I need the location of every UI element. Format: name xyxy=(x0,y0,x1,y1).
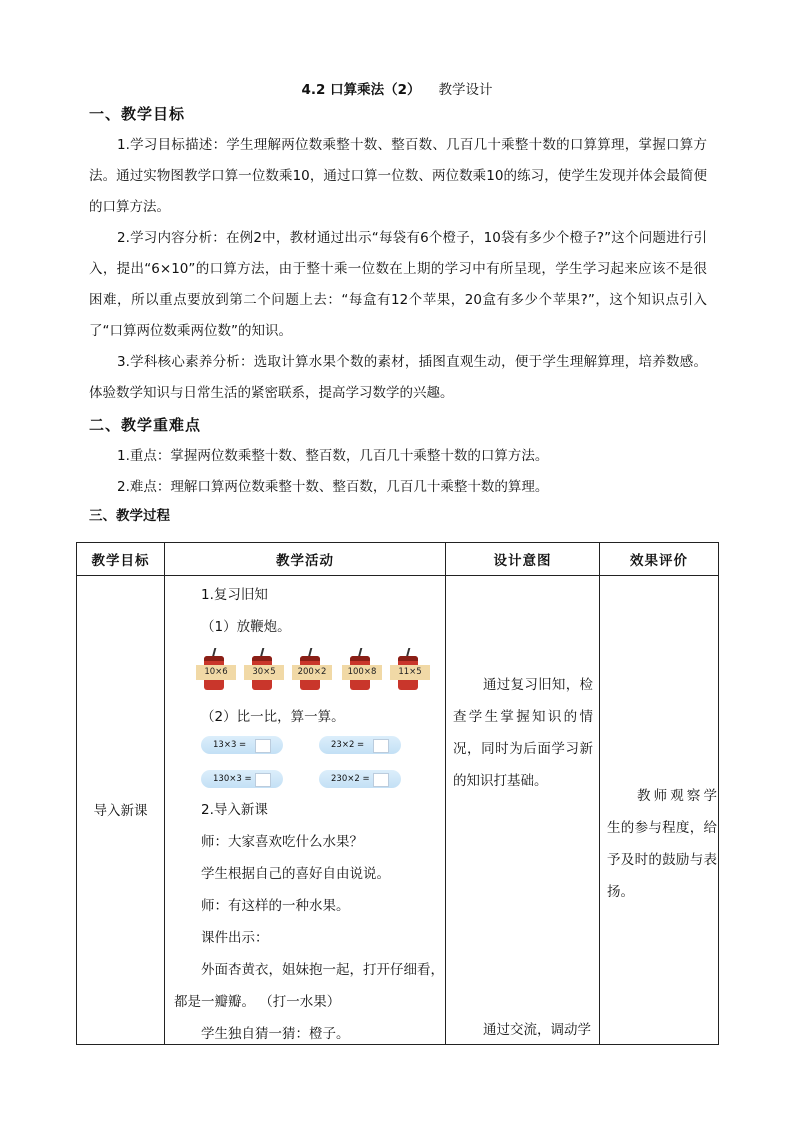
activity-line: 课件出示： xyxy=(201,930,269,946)
header-evaluation: 效果评价 xyxy=(600,543,719,576)
goal-paragraph-3: 3.学科核心素养分析：选取计算水果个数的素材，插图直观生动，便于学生理解算理，培养数感。体验数学知识与日常生活的紧密联系，提高学习数学的兴趣。 xyxy=(89,354,707,401)
firecracker-image xyxy=(390,648,430,692)
calc-pill xyxy=(201,736,283,754)
firecracker-label: 11×5 xyxy=(390,665,430,680)
evaluation-cell xyxy=(600,576,719,1045)
goal-text: 导入新课 xyxy=(93,803,148,819)
calc-expression: 13×3 = xyxy=(213,740,247,750)
header-goal: 教学目标 xyxy=(77,543,165,576)
teaching-process-table xyxy=(76,542,719,1045)
activity-line: 外面杏黄衣，姐妹抱一起，打开仔细看， xyxy=(201,962,444,978)
document-title xyxy=(0,78,794,98)
calc-expression: 130×3 = xyxy=(213,774,252,784)
activity-line: 都是一瓣瓣。 （打一水果） xyxy=(174,994,341,1010)
evaluation-text: 教师观察学生的参与程度，给予及时的鼓励与表扬。 xyxy=(607,788,717,900)
goal-cell xyxy=(77,576,165,1045)
difficulty-item: 2.难点：理解口算两位数乘整十数、整百数，几百几十乘整十数的算理。 xyxy=(117,479,549,495)
table-header-row xyxy=(77,543,719,576)
calc-expression: 230×2 = xyxy=(331,774,370,784)
keypoint-item: 1.重点：掌握两位数乘整十数、整百数，几百几十乘整十数的口算方法。 xyxy=(117,448,549,464)
calc-pill xyxy=(319,736,401,754)
firecracker-label: 30×5 xyxy=(244,665,284,680)
goal-paragraph-2: 2.学习内容分析：在例2中，教材通过出示“每袋有6个橙子，10袋有多少个橙子?”这个问题进行引入，提出“6×10”的口算方法，由于整十乘一位数在上期的学习中有所呈现，学生学习起来应该不是很困难，所以重点要放到第二个问题上去：“每盒有12个苹果，20盒有多少个苹果?”，这个知识点引入了“口算两位数乘两位数”的知识。 xyxy=(89,230,707,339)
activity-line: （1）放鞭炮。 xyxy=(201,619,291,635)
firecracker-image xyxy=(342,648,382,692)
calc-pill xyxy=(201,770,283,788)
calc-expression: 23×2 = xyxy=(331,740,365,750)
activity-line: 师：大家喜欢吃什么水果？ xyxy=(201,834,363,850)
header-activity: 教学活动 xyxy=(165,543,446,576)
firecracker-label: 100×8 xyxy=(342,665,382,680)
activity-compare xyxy=(174,701,444,733)
activity-cell xyxy=(165,576,446,1045)
firecracker-label: 10×6 xyxy=(196,665,236,680)
title-sub: 教学设计 xyxy=(438,82,493,98)
activity-top xyxy=(174,579,444,643)
section-heading-keypoints: 二、教学重难点 xyxy=(89,416,202,434)
activity-line: 2.导入新课 xyxy=(201,802,268,818)
goal-paragraph-1: 1.学习目标描述：学生理解两位数乘整十数、整百数、几百几十乘整十数的口算算理，掌握口算方法。通过实物图教学口算一位数乘10，通过口算一位数、两位数乘10的练习，使学生发现并体会最简便的口算方法。 xyxy=(89,137,707,215)
table-row xyxy=(77,576,719,1045)
calc-pill xyxy=(319,770,401,788)
firecracker-label: 200×2 xyxy=(292,665,332,680)
activity-line: 学生根据自己的喜好自由说说。 xyxy=(201,866,390,882)
activity-line: 师：有这样的一种水果。 xyxy=(201,898,350,914)
activity-line: 学生独自猜一猜：橙子。 xyxy=(201,1026,350,1042)
activity-line: 1.复习旧知 xyxy=(201,587,268,603)
firecracker-image xyxy=(292,648,332,692)
design-text: 通过复习旧知，检查学生掌握知识的情况，同时为后面学习新的知识打基础。 xyxy=(453,677,593,789)
section-heading-goals: 一、教学目标 xyxy=(89,105,186,123)
activity-line: （2）比一比，算一算。 xyxy=(201,709,345,725)
title-number: 4.2 xyxy=(301,82,326,98)
section-heading-process: 三、教学过程 xyxy=(89,508,170,524)
firecracker-image xyxy=(244,648,284,692)
design-cell xyxy=(446,576,600,1045)
firecracker-image xyxy=(196,648,236,692)
header-design: 设计意图 xyxy=(446,543,600,576)
title-main: 口算乘法（2） xyxy=(330,82,421,98)
firecracker-row xyxy=(196,648,430,692)
activity-bottom xyxy=(174,794,444,1050)
design-text-2: 通过交流，调动学 xyxy=(483,1022,591,1038)
